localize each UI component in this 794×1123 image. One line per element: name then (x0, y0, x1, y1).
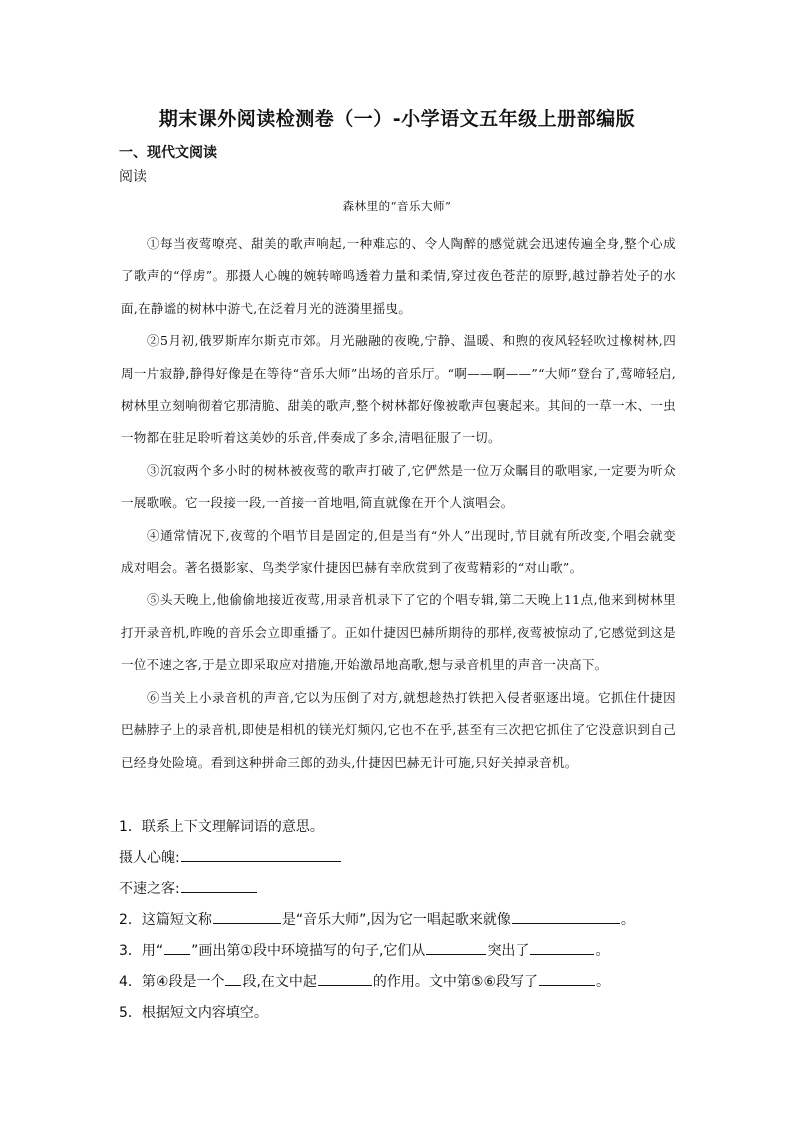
answer-blank-3a[interactable] (164, 938, 190, 955)
question-4-part-b: 段,在文中起 (242, 974, 317, 990)
reading-label: 阅读 (119, 169, 147, 185)
question-1b (119, 874, 679, 905)
answer-blank-4a[interactable] (225, 969, 241, 986)
story-title: 森林里的“音乐大师” (342, 199, 452, 213)
passage-paragraph-2: ②5月初,俄罗斯库尔斯克市郊。月光融融的夜晚,宁静、温暖、和煦的夜风轻轻吹过橡树林,四周一片寂静,静得好像是在等待“音乐大师”出场的音乐厅。“啊——啊——”“大师”登台了,莺啼轻启,树林里立刻响彻着它那清脆、甜美的歌声,整个树林都好像被歌声包裹起来。其间的一草一木、一虫一物都在驻足聆听着这美妙的乐音,伴奏成了多余,清唱征服了一切。 (121, 333, 676, 446)
question-2 (119, 905, 679, 936)
passage-paragraph-1: ①每当夜莺嘹亮、甜美的歌声响起,一种难忘的、令人陶醉的感觉就会迅速传遍全身,整个心成了歌声的“俘虏”。那摄人心魄的婉转啼鸣透着力量和柔情,穿过夜色苍茫的原野,越过静若处子的水面,在静谧的树林中游弋,在泛着月光的涟漪里摇曳。 (121, 236, 676, 316)
section-heading: 一、现代文阅读 (119, 145, 217, 161)
passage-paragraph-6: ⑥当关上小录音机的声音,它以为压倒了对方,就想趁热打铁把入侵者驱逐出境。它抓住什捷因巴赫脖子上的录音机,即使是相机的镁光灯频闪,它也不在乎,甚至有三次把它抓住了它没意识到自己已经身处险境。看到这种拼命三郎的劲头,什捷因巴赫无计可施,只好关掉录音机。 (121, 689, 676, 770)
reading-passage (121, 228, 676, 779)
passage-paragraph-3: ③沉寂两个多小时的树林被夜莺的歌声打破了,它俨然是一位万众瞩目的歌唱家,一定要为听众一展歌喉。它一段接一段,一首接一首地唱,简直就像在开个人演唱会。 (121, 462, 676, 511)
answer-blank-3c[interactable] (530, 938, 594, 955)
question-1a (119, 843, 679, 874)
passage-paragraph-5: ⑤头天晚上,他偷偷地接近夜莺,用录音机录下了它的个唱专辑,第二天晚上11点,他来到树林里打开录音机,昨晚的音乐会立即重播了。正如什捷因巴赫所期待的那样,夜莺被惊动了,它感觉到这是一位不速之客,于是立即采取应对措施,开始激昂地高歌,想与录音机里的声音一决高下。 (121, 592, 676, 673)
answer-blank-1b[interactable] (181, 876, 257, 893)
answer-blank-1a[interactable] (181, 845, 341, 862)
question-4 (119, 967, 679, 998)
question-1b-label: 不速之客: (119, 881, 180, 897)
answer-blank-4b[interactable] (318, 969, 372, 986)
passage-paragraph-4: ④通常情况下,夜莺的个唱节目是固定的,但是当有“外人”出现时,节目就有所改变,个唱会就变成对唱会。著名摄影家、鸟类学家什捷因巴赫有幸欣赏到了夜莺精彩的“对山歌”。 (121, 527, 676, 576)
question-2-part-c: 。 (620, 912, 635, 928)
question-3-part-b: ”画出第①段中环境描写的句子,它们从 (191, 943, 426, 959)
page-title: 期末课外阅读检测卷（一）-小学语文五年级上册部编版 (158, 108, 636, 130)
question-1a-label: 摄人心魄: (119, 850, 180, 866)
question-3-part-a: 3．用“ (119, 943, 164, 959)
question-list (119, 812, 679, 1029)
question-3 (119, 936, 679, 967)
question-2-part-a: 2．这篇短文称 (119, 912, 212, 928)
question-5: 5．根据短文内容填空。 (119, 1005, 268, 1021)
question-4-part-d: 。 (596, 974, 611, 990)
answer-blank-4c[interactable] (539, 969, 595, 986)
answer-blank-2b[interactable] (512, 907, 620, 924)
answer-blank-2a[interactable] (213, 907, 281, 924)
question-4-part-c: 的作用。文中第⑤⑥段写了 (372, 974, 539, 990)
answer-blank-3b[interactable] (426, 938, 486, 955)
question-1: 1．联系上下文理解词语的意思。 (119, 819, 324, 835)
question-2-part-b: 是“音乐大师”,因为它一唱起歌来就像 (281, 912, 511, 928)
question-4-part-a: 4．第④段是一个 (119, 974, 225, 990)
question-3-part-d: 。 (595, 943, 610, 959)
question-3-part-c: 突出了 (487, 943, 530, 959)
